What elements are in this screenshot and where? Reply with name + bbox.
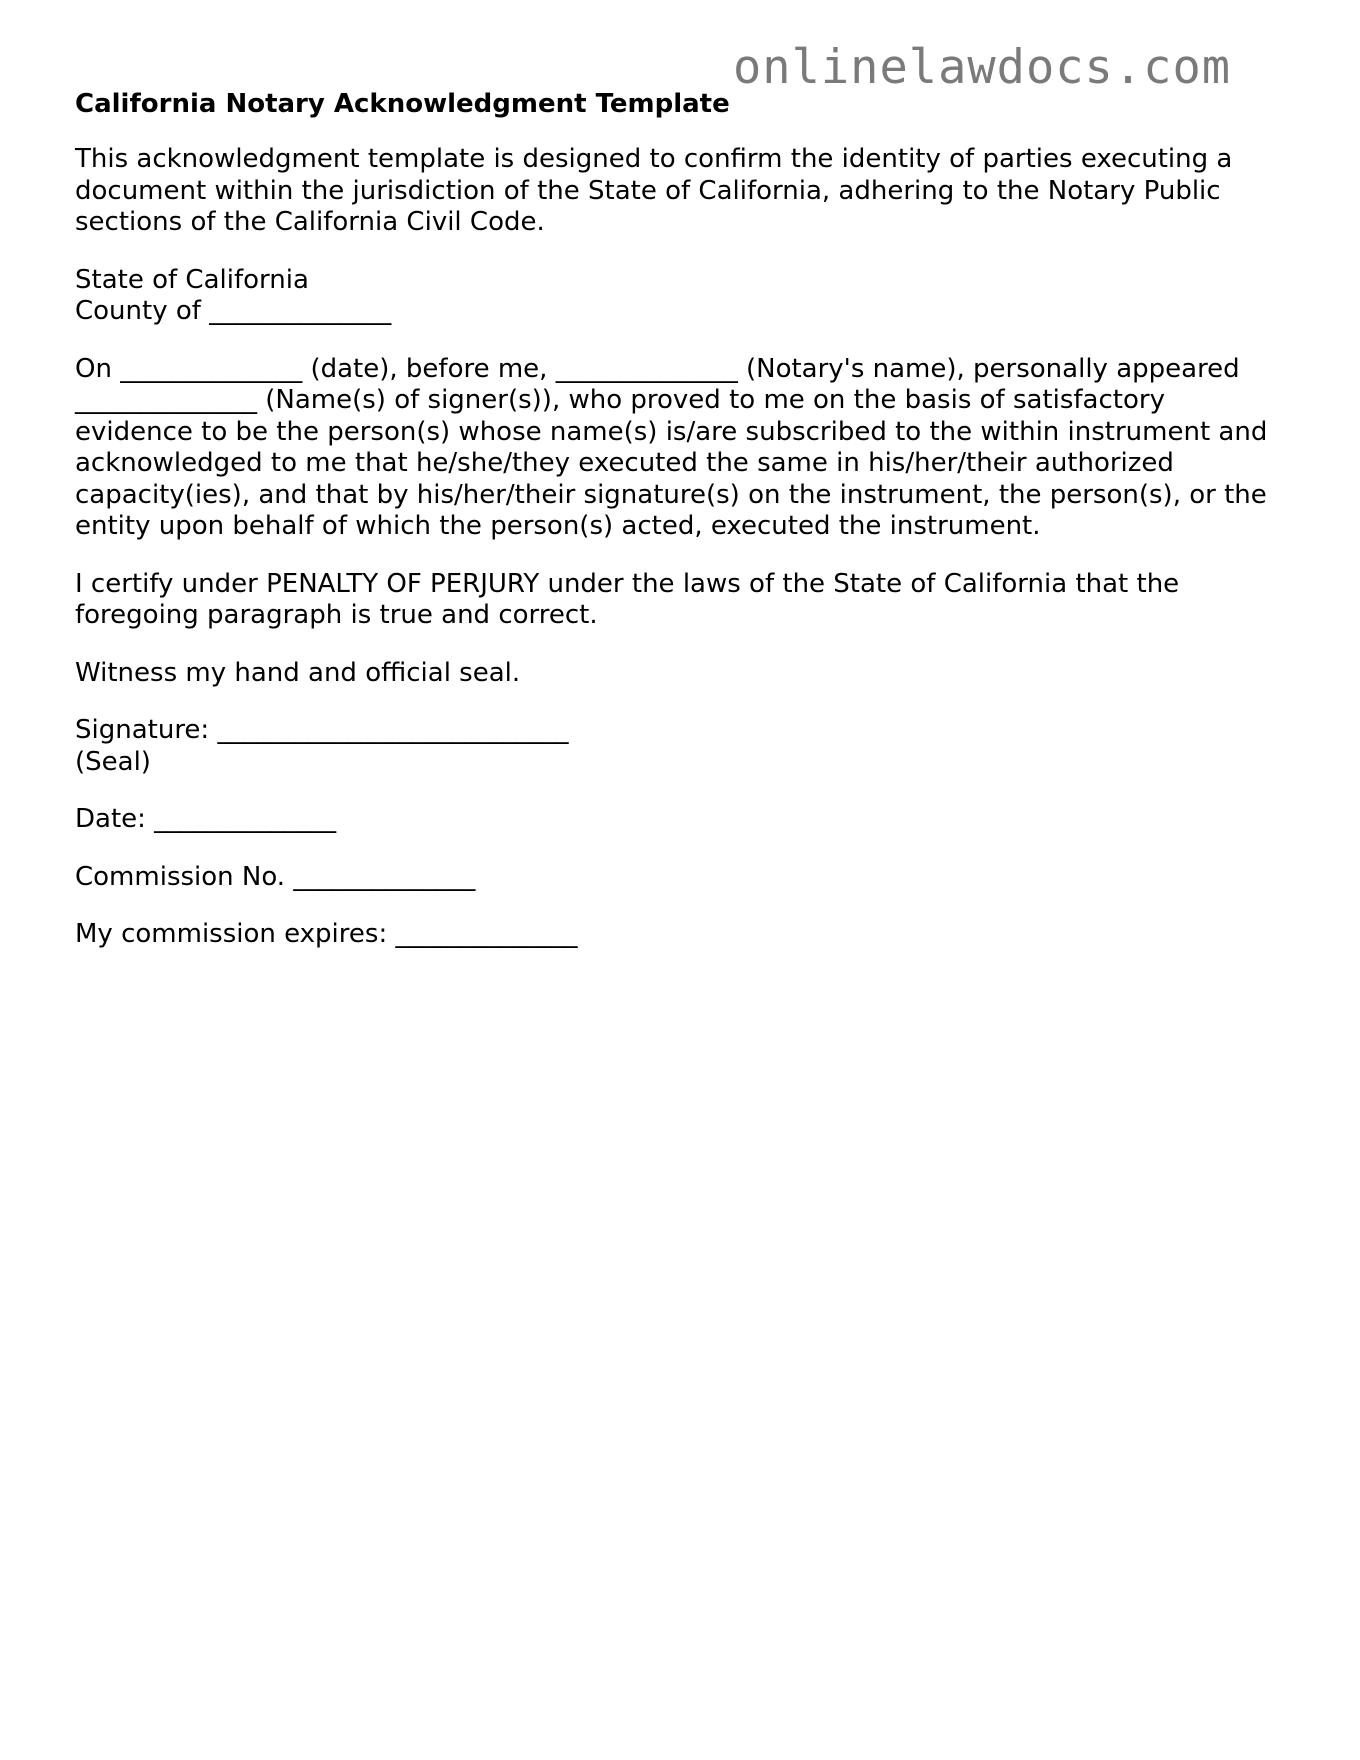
state-line: State of California: [75, 264, 309, 295]
venue-block: [75, 265, 1275, 328]
county-line: County of ______________: [75, 296, 392, 326]
acknowledgment-paragraph: On ______________ (date), before me, ______________ (Notary's name), personally appeared ______________ (Name(s) of signer(s)), who proved to me on the basis of satisfactory evidence to be the person(s) whose name(s) is/are subscribed to the within instrument and acknowledged to me that he/she/they executed the same in his/her/their authorized capacity(ies), and that by his/her/their signature(s) on the instrument, the person(s), or the entity upon behalf of which the person(s) acted, executed the instrument.: [75, 353, 1268, 541]
signature-block: [75, 715, 1275, 778]
witness-line: Witness my hand and official seal.: [75, 657, 521, 688]
date-line: Date: ______________: [75, 804, 337, 834]
commission-number-line: Commission No. ______________: [75, 861, 476, 892]
document-title: California Notary Acknowledgment Template: [75, 89, 730, 119]
watermark: onlinelawdocs.com: [733, 40, 1232, 95]
document-body: [75, 86, 1275, 951]
certification-paragraph: I certify under PENALTY OF PERJURY under the laws of the State of California that the foregoing paragraph is true and correct.: [75, 568, 1180, 630]
intro-paragraph: This acknowledgment template is designed to confirm the identity of parties executing a document within the jurisdiction of the State of California, adhering to the Notary Public sections of the California Civil Code.: [75, 144, 1233, 237]
signature-line: Signature: ___________________________: [75, 715, 569, 745]
commission-expires-line: My commission expires: ______________: [75, 919, 578, 949]
seal-line: (Seal): [75, 746, 151, 777]
